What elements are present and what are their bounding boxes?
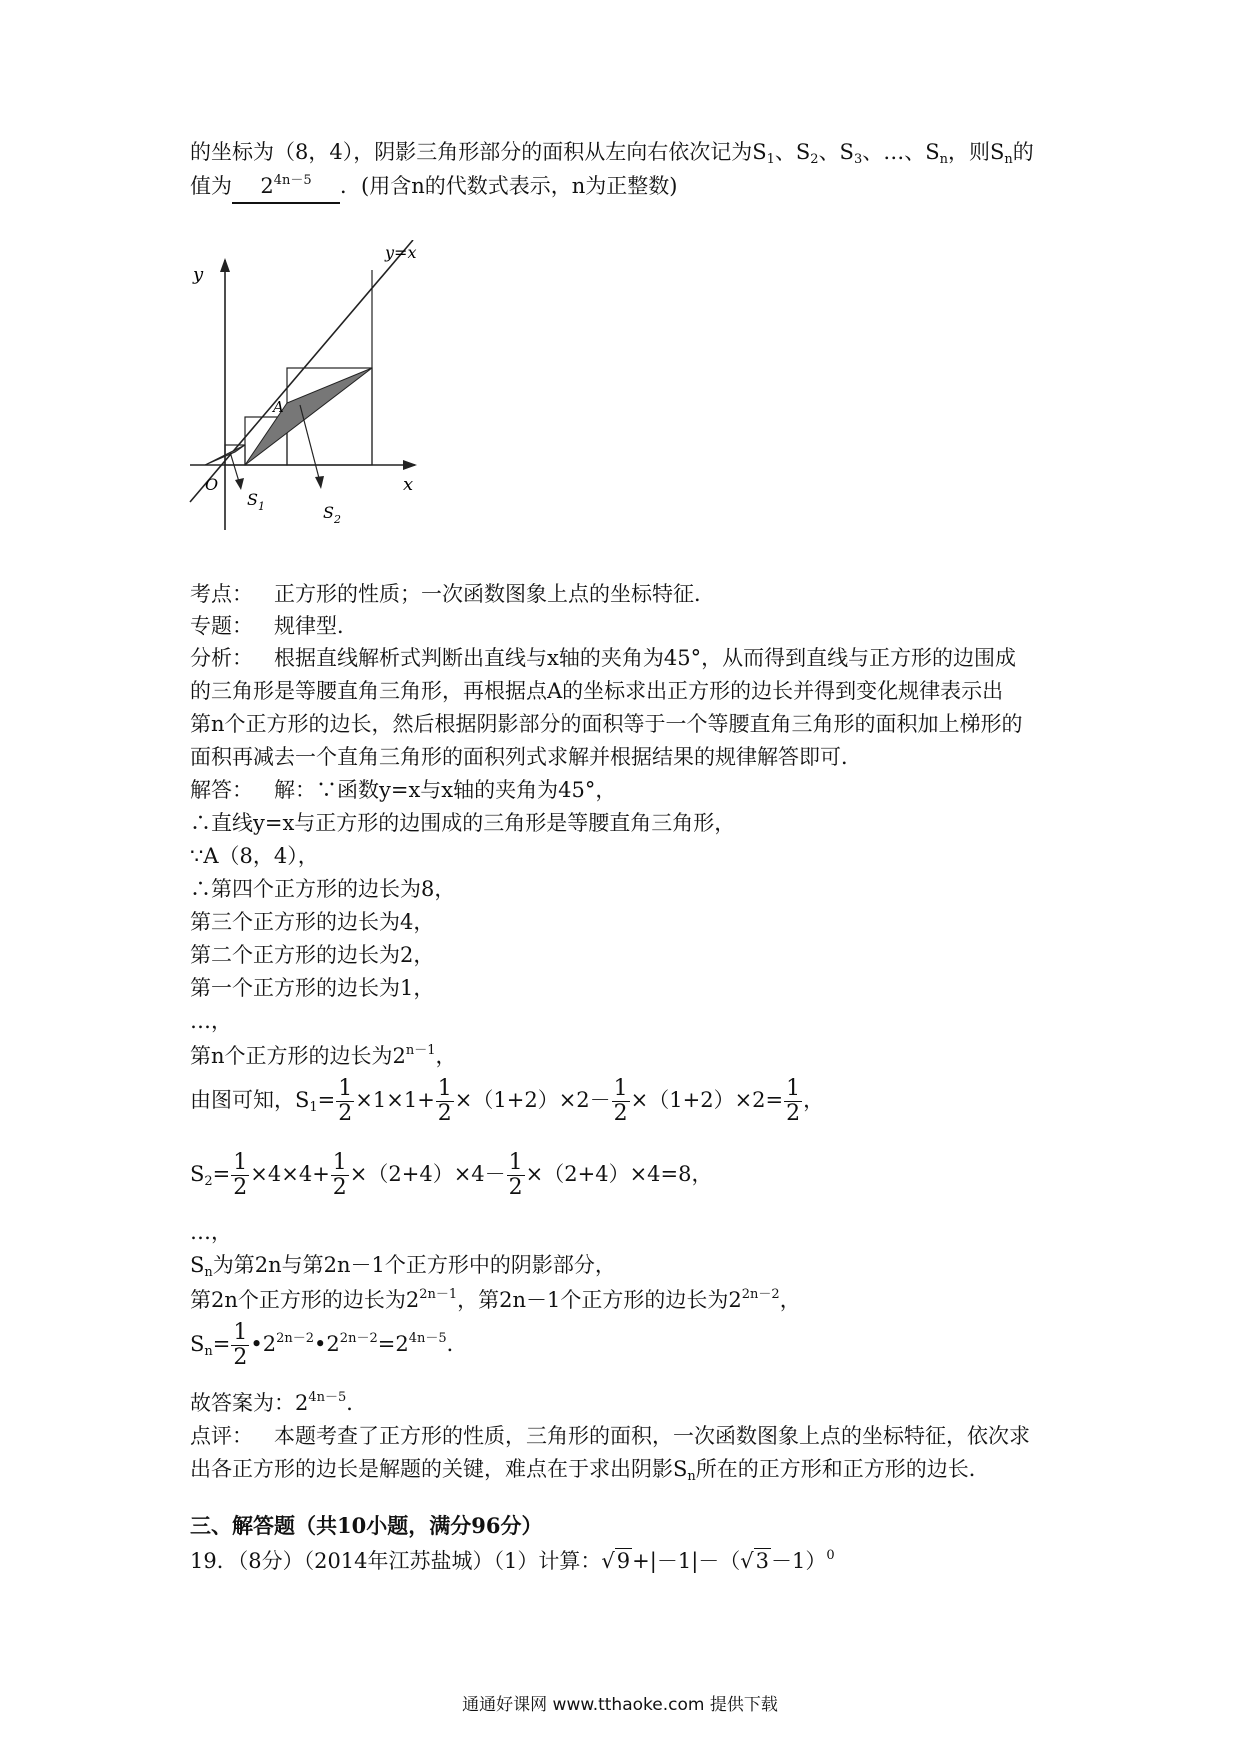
fraction-half [231, 1152, 249, 1199]
text-line-2 [190, 170, 677, 204]
exponent: 0 [826, 1548, 835, 1563]
subscript: n [939, 152, 948, 167]
text-segment: 、…、S [862, 140, 940, 164]
subscript: n [204, 1344, 213, 1359]
text-segment: S [190, 1332, 205, 1356]
text-segment: 的坐标为（8，4），阴影三角形部分的面积从左向右依次记为S [190, 140, 767, 164]
text-segment: ．(用含n的代数式表示，n为正整数) [340, 174, 678, 198]
text-segment: = [212, 1162, 231, 1186]
kaodian-label: 考点： [190, 582, 253, 606]
fraction-half [784, 1078, 802, 1125]
text-segment: 第2n个正方形的边长为2 [190, 1288, 420, 1312]
answer-blank [232, 170, 340, 204]
denominator: 2 [332, 1175, 347, 1200]
text-segment: 出各正方形的边长是解题的关键，难点在于求出阴影S [190, 1457, 688, 1481]
zhuanti-text: 规律型． [274, 614, 358, 638]
text-segment: 为第2n与第2n－1个正方形中的阴影部分， [212, 1253, 616, 1277]
subscript: 2 [810, 152, 819, 167]
sn-line-2 [190, 1284, 801, 1316]
fenxi-line-4: 面积再减去一个直角三角形的面积列式求解并根据结果的规律解答即可． [190, 745, 862, 769]
exponent: 2n－2 [339, 1331, 378, 1346]
line-label: y=x [385, 243, 417, 262]
sn-formula-line [190, 1316, 468, 1372]
jieda-line-2: ∴直线y=x与正方形的边围成的三角形是等腰直角三角形， [190, 811, 736, 835]
text-segment: ， [803, 1088, 825, 1112]
text-segment: ，则S [948, 140, 1005, 164]
fraction-half [231, 1322, 249, 1369]
text-segment: S [190, 1162, 205, 1186]
text-segment: +|－1|－（ [632, 1549, 741, 1573]
numerator: 1 [233, 1320, 248, 1345]
text-segment: ×（1+2）×2= [630, 1088, 784, 1112]
numerator: 1 [786, 1076, 801, 1101]
radicand: 3 [755, 1549, 770, 1573]
text-segment: ×（2+4）×4=8， [525, 1162, 713, 1186]
section-heading: 三、解答题（共10小题，满分96分） [190, 1513, 543, 1538]
fenxi-line-1 [190, 642, 1016, 674]
exponent: n－1 [405, 1043, 436, 1058]
text-segment: •2 [314, 1332, 340, 1356]
text-segment: ×（1+2）×2－ [454, 1088, 611, 1112]
denominator: 2 [508, 1175, 523, 1200]
s1-formula-line [190, 1072, 824, 1128]
text-segment: 、S [818, 140, 854, 164]
subscript: 1 [309, 1100, 318, 1115]
jieda-line-6: 第二个正方形的边长为2， [190, 943, 435, 967]
numerator: 1 [233, 1150, 248, 1175]
numerator: 1 [338, 1076, 353, 1101]
page-footer: 通通好课网 www.tthaoke.com 提供下载 [462, 1695, 778, 1715]
text-segment: 值为 [190, 174, 232, 198]
s1-subscript: 1 [257, 500, 265, 513]
y-axis-arrow [220, 258, 230, 272]
dianping-line-2 [190, 1453, 990, 1485]
text-segment: S [190, 1253, 205, 1277]
denominator: 2 [233, 1175, 248, 1200]
jieda-line-7: 第一个正方形的边长为1， [190, 976, 435, 1000]
text-segment: ． [446, 1332, 468, 1356]
fraction-half [331, 1152, 349, 1199]
exponent: 4n－5 [308, 1390, 347, 1405]
numerator: 1 [508, 1150, 523, 1175]
s2-pointer-head [315, 476, 324, 489]
radicand: 9 [616, 1549, 631, 1573]
answer-exponent: 4n－5 [273, 173, 312, 188]
text-segment: 19．（8分）（2014年江苏盐城）（1）计算： [190, 1549, 602, 1573]
jieda-line-4: ∴第四个正方形的边长为8， [190, 877, 456, 901]
text-segment: = [317, 1088, 336, 1112]
jieda-line-9 [190, 1040, 457, 1072]
s2-subscript: 2 [333, 513, 341, 526]
y-axis-label: y [193, 264, 204, 285]
exponent: 2n－2 [741, 1287, 780, 1302]
text-segment: 的 [1012, 140, 1034, 164]
subscript: 3 [853, 152, 863, 167]
zhuanti-label: 专题： [190, 614, 253, 638]
s1-pointer-head [235, 478, 244, 490]
text-segment: 所在的正方形和正方形的边长． [695, 1457, 990, 1481]
jieda-line-8: …， [190, 1009, 232, 1033]
exponent: 2n－2 [276, 1331, 315, 1346]
fraction-half [612, 1078, 630, 1125]
dianping-line-1 [190, 1420, 1030, 1452]
exponent: 2n－1 [419, 1287, 458, 1302]
s2-label [323, 503, 341, 526]
x-axis-arrow [403, 460, 417, 470]
text-segment: －1） [771, 1549, 827, 1573]
text-segment: ， [435, 1044, 457, 1068]
text-segment: 故答案为：2 [190, 1391, 309, 1415]
denominator: 2 [786, 1101, 801, 1126]
s1-label [247, 490, 265, 513]
answer-line [190, 1387, 367, 1419]
question-19 [190, 1545, 835, 1577]
geometry-figure [185, 240, 475, 530]
text-segment: 、S [774, 140, 811, 164]
subscript: 2 [204, 1174, 213, 1189]
sqrt-9: √9 [601, 1549, 631, 1573]
exponent: 4n－5 [408, 1331, 447, 1346]
subscript: n [1004, 152, 1013, 167]
denominator: 2 [338, 1101, 353, 1126]
text-segment: =2 [377, 1332, 409, 1356]
text-segment: ×4×4+ [250, 1162, 330, 1186]
kaodian-line [190, 578, 715, 610]
subscript: n [687, 1469, 696, 1484]
fenxi-label: 分析： [190, 646, 253, 670]
dianping-label: 点评： [190, 1424, 253, 1448]
point-a-label: A [273, 398, 284, 416]
text-segment: 第n个正方形的边长为2 [190, 1044, 406, 1068]
line-y-equals-x [190, 240, 413, 502]
fraction-half [436, 1078, 454, 1125]
fraction-half [507, 1152, 525, 1199]
dianping-text: 本题考查了正方形的性质，三角形的面积，一次函数图象上点的坐标特征，依次求 [274, 1424, 1030, 1448]
jieda-line-3: ∵A（8，4）， [190, 844, 319, 868]
fenxi-text: 根据直线解析式判断出直线与x轴的夹角为45°，从而得到直线与正方形的边围成 [274, 646, 1017, 670]
text-segment: = [212, 1332, 231, 1356]
text-segment: ×1×1+ [355, 1088, 435, 1112]
jieda-line-1 [190, 774, 616, 806]
denominator: 2 [613, 1101, 628, 1126]
denominator: 2 [437, 1101, 452, 1126]
subscript: n [204, 1265, 213, 1280]
fenxi-line-2: 的三角形是等腰直角三角形，再根据点A的坐标求出正方形的边长并得到变化规律表示出 [190, 679, 1004, 703]
subscript: 1 [766, 152, 775, 167]
s2-letter: S [323, 503, 334, 522]
jieda-label: 解答： [190, 778, 253, 802]
text-segment: •2 [250, 1332, 277, 1356]
s1-letter: S [247, 490, 258, 509]
denominator: 2 [233, 1345, 248, 1370]
x-axis-label: x [403, 474, 414, 495]
text-segment: ，第2n－1个正方形的边长为2 [457, 1288, 742, 1312]
fraction-half [336, 1078, 354, 1125]
numerator: 1 [613, 1076, 628, 1101]
text-segment: ， [779, 1288, 801, 1312]
jieda-text: 解：∵函数y=x与x轴的夹角为45°， [274, 778, 617, 802]
s2-formula-line [190, 1146, 713, 1202]
text-segment: ． [346, 1391, 368, 1415]
jieda-line-5: 第三个正方形的边长为4， [190, 910, 435, 934]
fenxi-line-3: 第n个正方形的边长，然后根据阴影部分的面积等于一个等腰直角三角形的面积加上梯形的 [190, 712, 1023, 736]
numerator: 1 [437, 1076, 452, 1101]
origin-label: O [205, 475, 219, 494]
text-segment: 由图可知，S [190, 1088, 310, 1112]
answer-base: 2 [260, 174, 274, 198]
kaodian-text: 正方形的性质；一次函数图象上点的坐标特征． [274, 582, 715, 606]
sqrt-3: √3 [740, 1549, 770, 1573]
s2-pointer [300, 405, 320, 482]
sn-line-1 [190, 1249, 616, 1281]
text-segment: ×（2+4）×4－ [349, 1162, 506, 1186]
text-line-1 [190, 136, 1034, 168]
numerator: 1 [332, 1150, 347, 1175]
zhuanti-line [190, 610, 358, 642]
jieda-line-10: …， [190, 1220, 232, 1244]
